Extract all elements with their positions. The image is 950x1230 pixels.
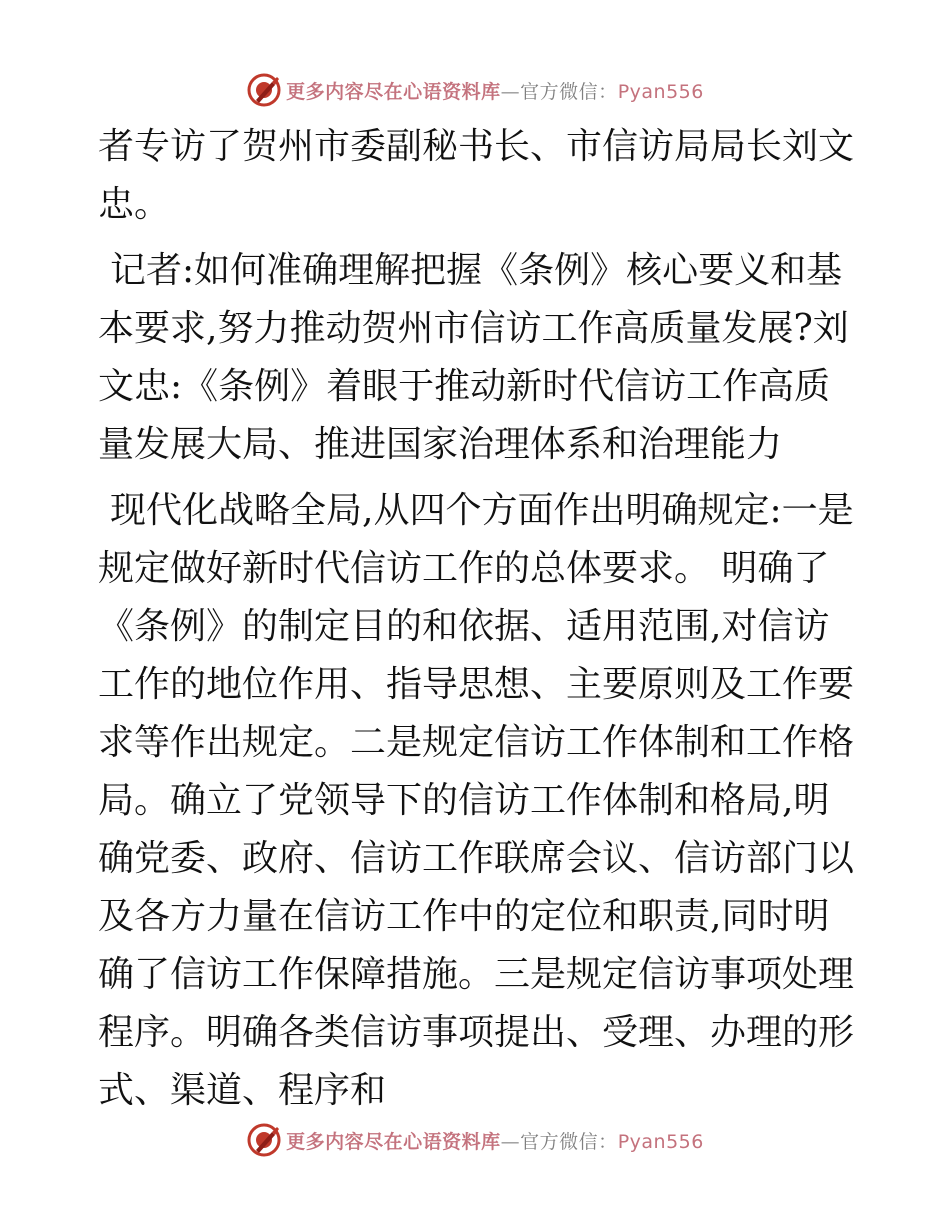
banner-dash: — (500, 80, 521, 103)
paragraph-1: 者专访了贺州市委副秘书长、市信访局局长刘文忠。 (98, 126, 855, 225)
pen-logo-icon (246, 72, 282, 108)
header-banner (0, 70, 950, 110)
pen-logo-icon (246, 1122, 282, 1158)
banner-wechat-id: Pyan556 (617, 1130, 704, 1153)
banner-brand: 更多内容尽在心语资料库 (286, 80, 501, 103)
paragraph-3: 现代化战略全局,从四个方面作出明确规定:一是规定做好新时代信访工作的总体要求。 明确了《条例》的制定目的和依据、适用范围,对信访工作的地位作用、指导思想、主要原则及工作要求等作出规定。二是规定信访工作体制和工作格局。确立了党领导下的信访工作体制和格局,明确党委、政府、信访工作联席会议、信访部门以及各方力量在信访工作中的定位和职责,同时明确了信访工作保障措施。三是规定信访事项处理程序。明确各类信访事项提出、受理、办理的形式、渠道、程序和 (98, 490, 855, 1111)
paragraph-2: 记者:如何准确理解把握《条例》核心要义和基本要求,努力推动贺州市信访工作高质量发展?刘文忠:《条例》着眼于推动新时代信访工作高质量发展大局、推进国家治理体系和治理能力 (98, 250, 849, 465)
banner-label: 官方微信： (520, 1130, 618, 1153)
banner-dash: — (500, 1130, 521, 1153)
banner-label: 官方微信： (520, 80, 618, 103)
banner-brand: 更多内容尽在心语资料库 (286, 1130, 501, 1153)
footer-banner (0, 1120, 950, 1160)
banner-text (286, 1127, 704, 1154)
document-body (98, 118, 858, 1120)
banner-wechat-id: Pyan556 (617, 80, 704, 103)
banner-text (286, 77, 704, 104)
